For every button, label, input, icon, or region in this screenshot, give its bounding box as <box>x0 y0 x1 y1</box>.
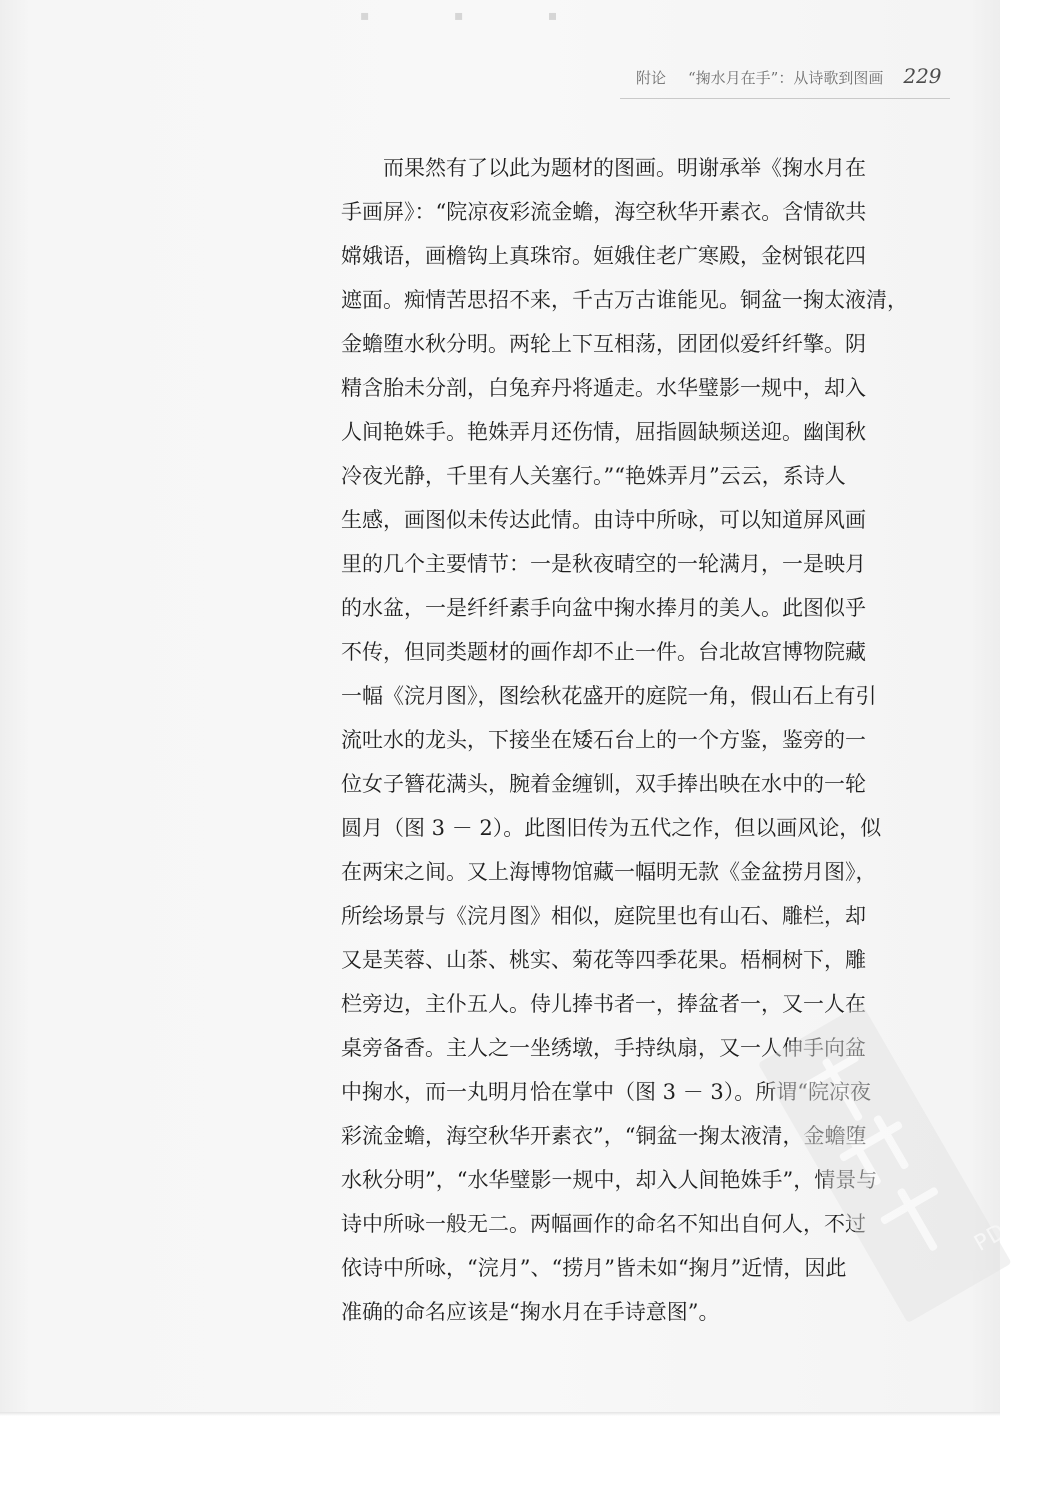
text-line: 遮面。痴情苦思招不来，千古万古谁能见。铜盆一掬太液清， <box>341 288 908 312</box>
text-line: 彩流金蟾，海空秋华开素衣”，“铜盆一掬太液清，金蟾堕 <box>341 1124 867 1148</box>
text-line: 中掬水，而一丸明月恰在掌中（图 3 － 3）。所谓“院凉夜 <box>341 1080 871 1104</box>
text-line: 金蟾堕水秋分明。两轮上下互相荡，团团似爱纤纤擎。阴 <box>341 332 866 356</box>
text-line: 在两宋之间。又上海博物馆藏一幅明无款《金盆捞月图》， <box>341 860 877 884</box>
running-header <box>620 64 950 99</box>
text-line: 依诗中所咏，“浣月”、“捞月”皆未如“掬月”近情，因此 <box>341 1256 847 1280</box>
text-line: 嫦娥语，画檐钩上真珠帘。姮娥住老广寒殿，金树银花四 <box>341 244 866 268</box>
header-title: “掬水月在手”：从诗歌到图画 <box>688 69 884 87</box>
text-line: 圆月（图 3 － 2）。此图旧传为五代之作，但以画风论，似 <box>341 816 882 840</box>
text-line: 桌旁备香。主人之一坐绣墩，手持纨扇，又一人伸手向盆 <box>341 1036 866 1060</box>
text-line: 又是芙蓉、山茶、桃实、菊花等四季花果。梧桐树下，雕 <box>341 948 866 972</box>
text-line: 所绘场景与《浣月图》相似，庭院里也有山石、雕栏，却 <box>341 904 866 928</box>
header-section: 附论 <box>636 69 667 87</box>
text-line: 里的几个主要情节：一是秋夜晴空的一轮满月，一是映月 <box>341 552 866 576</box>
text-line: 生感，画图似未传达此情。由诗中所咏，可以知道屏风画 <box>341 508 866 532</box>
text-line: 的水盆，一是纤纤素手向盆中掬水捧月的美人。此图似乎 <box>341 596 866 620</box>
text-line: 位女子簪花满头，腕着金缠钏，双手捧出映在水中的一轮 <box>341 772 866 796</box>
text-line: 一幅《浣月图》，图绘秋花盛开的庭院一角，假山石上有引 <box>341 684 877 708</box>
scan-bleed-marks: ▪ ▪ ▪ <box>360 8 598 24</box>
page-edge <box>0 1412 1000 1416</box>
text-line: 手画屏》：“院凉夜彩流金蟾，海空秋华开素衣。含情欲共 <box>341 200 867 224</box>
text-line: 诗中所咏一般无二。两幅画作的命名不知出自何人，不过 <box>341 1212 866 1236</box>
text-line: 而果然有了以此为题材的图画。明谢承举《掬水月在 <box>383 156 866 180</box>
text-line: 水秋分明”，“水华璧影一规中，却入人间艳姝手”，情景与 <box>341 1168 878 1192</box>
text-line: 冷夜光静，千里有人关塞行。”“艳姝弄月”云云，系诗人 <box>341 464 846 488</box>
page-number: 229 <box>903 64 942 88</box>
text-line: 准确的命名应该是“掬水月在手诗意图”。 <box>341 1300 720 1324</box>
text-line: 不传，但同类题材的画作却不止一件。台北故宫博物院藏 <box>341 640 866 664</box>
watermark-text: PDG <box>970 1210 1027 1257</box>
text-line: 栏旁边，主仆五人。侍儿捧书者一，捧盆者一，又一人在 <box>341 992 866 1016</box>
text-line: 流吐水的龙头，下接坐在矮石台上的一个方鉴，鉴旁的一 <box>341 728 866 752</box>
text-line: 精含胎未分剖，白兔弃丹将遁走。水华璧影一规中，却入 <box>341 376 866 400</box>
text-line: 人间艳姝手。艳姝弄月还伤情，屈指圆缺频送迎。幽闺秋 <box>341 420 866 444</box>
